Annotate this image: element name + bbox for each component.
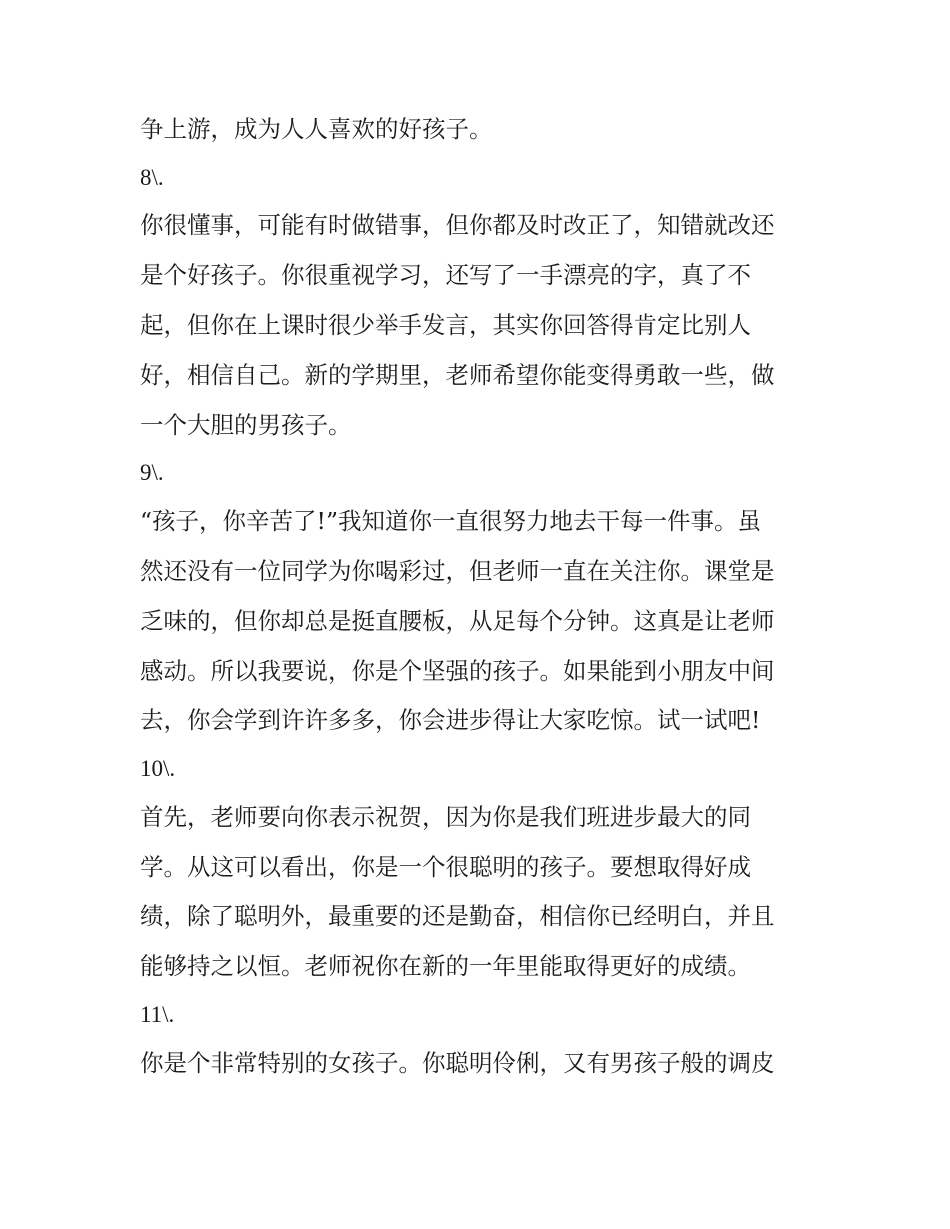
paragraph-line: “孩子，你辛苦了!”我知道你一直很努力地去干每一件事。虽 [140,507,761,536]
document-page [140,105,820,1089]
item-number: 11\. [140,1002,175,1028]
paragraph-line: 乏味的，但你却总是挺直腰板，从足每个分钟。这真是让老师 [140,606,775,635]
paragraph-line: 感动。所以我要说，你是个坚强的孩子。如果能到小朋友中间 [140,656,775,685]
paragraph-line: 绩，除了聪明外，最重要的还是勤奋，相信你已经明白，并且 [140,902,775,931]
paragraph-line: 首先，老师要向你表示祝贺，因为你是我们班进步最大的同 [140,802,751,831]
item-number: 10\. [140,756,176,782]
paragraph-line: 去，你会学到许许多多，你会进步得让大家吃惊。试一试吧! [140,706,761,735]
paragraph-line: 你是个非常特别的女孩子。你聪明伶俐，又有男孩子般的调皮 [140,1048,775,1077]
paragraph-line: 起，但你在上课时很少举手发言，其实你回答得肯定比别人 [140,311,751,340]
item-number: 9\. [140,460,164,486]
paragraph-line: 好，相信自己。新的学期里，老师希望你能变得勇敢一些，做 [140,360,775,389]
paragraph-line: 是个好孩子。你很重视学习，还写了一手漂亮的字，真了不 [140,261,751,290]
item-number: 8\. [140,164,164,190]
paragraph-line: 学。从这可以看出，你是一个很聪明的孩子。要想取得好成 [140,852,751,881]
paragraph-line: 然还没有一位同学为你喝彩过，但老师一直在关注你。课堂是 [140,556,775,585]
paragraph-line: 你很懂事，可能有时做错事，但你都及时改正了，知错就改还 [140,211,775,240]
paragraph-line: 一个大胆的男孩子。 [140,410,352,439]
paragraph-line: 争上游，成为人人喜欢的好孩子。 [140,115,493,143]
paragraph-line: 能够持之以恒。老师祝你在新的一年里能取得更好的成绩。 [140,952,751,981]
